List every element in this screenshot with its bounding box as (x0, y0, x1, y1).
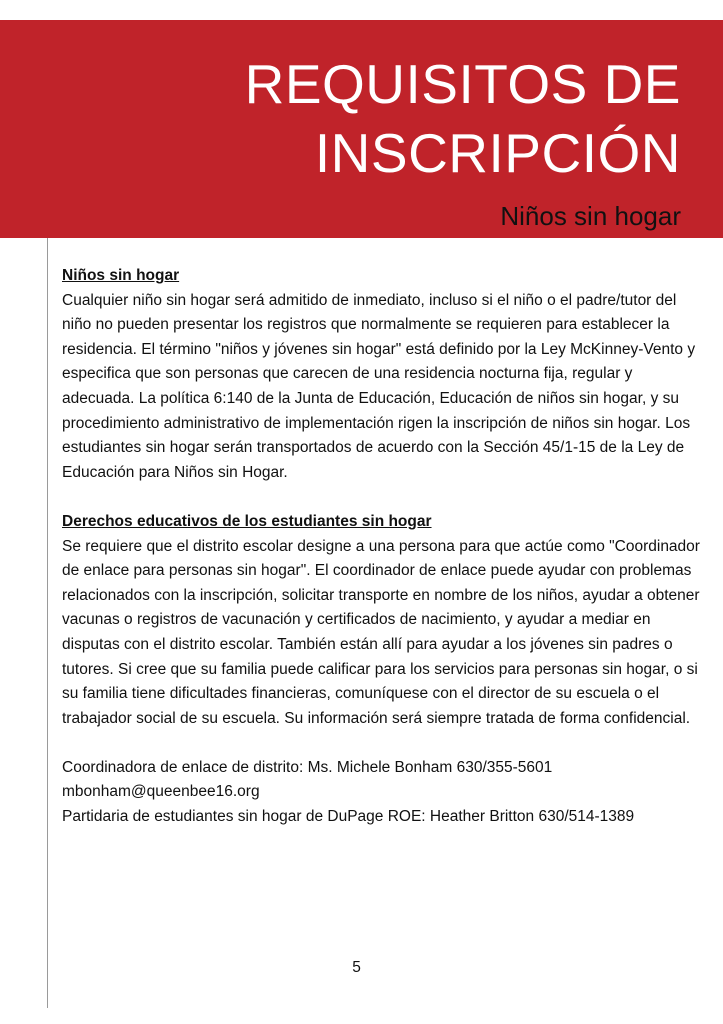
liaison-email: mbonham@queenbee16.org (62, 783, 260, 801)
page-subtitle: Niños sin hogar (500, 201, 681, 231)
roe-liaison-contact: Partidaria de estudiantes sin hogar de DuPage ROE: Heather Britton 630/514-1389 (62, 808, 635, 826)
section-educational-rights (62, 510, 702, 731)
contact-block (62, 756, 702, 830)
paragraph-spacer (62, 485, 702, 510)
section-homeless-children (62, 264, 702, 485)
page-number: 5 (352, 959, 361, 976)
paragraph-spacer (62, 731, 702, 756)
district-liaison-contact: Coordinadora de enlace de distrito: Ms. Michele Bonham 630/355-5601 (62, 758, 553, 776)
document-content (62, 264, 702, 830)
section-paragraph: Cualquier niño sin hogar será admitido de inmediato, incluso si el niño o el padre/tutor del niño no pueden presentar los registros que normalmente se requieren para establecer la residencia. El término "niños y jóvenes sin hogar" está definido por la Ley McKinney-Vento y especifica que son personas que carecen de una residencia nocturna fija, regular y adecuada. La política 6:140 de la Junta de Educación, Educación de niños sin hogar, y su procedimiento administrativo de implementación rigen la inscripción de niños sin hogar. Los estudiantes sin hogar serán transportados de acuerdo con la Sección 45/1-15 de la Ley de Educación para Niños sin Hogar. (62, 291, 696, 481)
left-margin-rule (47, 238, 48, 1008)
section-heading: Niños sin hogar (62, 267, 180, 284)
section-paragraph: Se requiere que el distrito escolar designe a una persona para que actúe como "Coordinador de enlace para personas sin hogar". El coordinador de enlace puede ayudar con problemas relacionados con la inscripción, solicitar transporte en nombre de los niños, ayudar a obtener vacunas o registros de vacunación y certificados de nacimiento, y ayudar a mediar en disputas con el distrito escolar. También están allí para ayudar a los jóvenes sin padres o tutores. Si cree que su familia puede calificar para los servicios para personas sin hogar, o si su familia tiene dificultades financieras, comuníquese con el director de su escuela o el trabajador social de su escuela. Su información será siempre tratada de forma confidencial. (62, 537, 700, 727)
page-title: REQUISITOS DE INSCRIPCIÓN (244, 53, 681, 184)
section-heading: Derechos educativos de los estudiantes sin hogar (62, 512, 432, 530)
